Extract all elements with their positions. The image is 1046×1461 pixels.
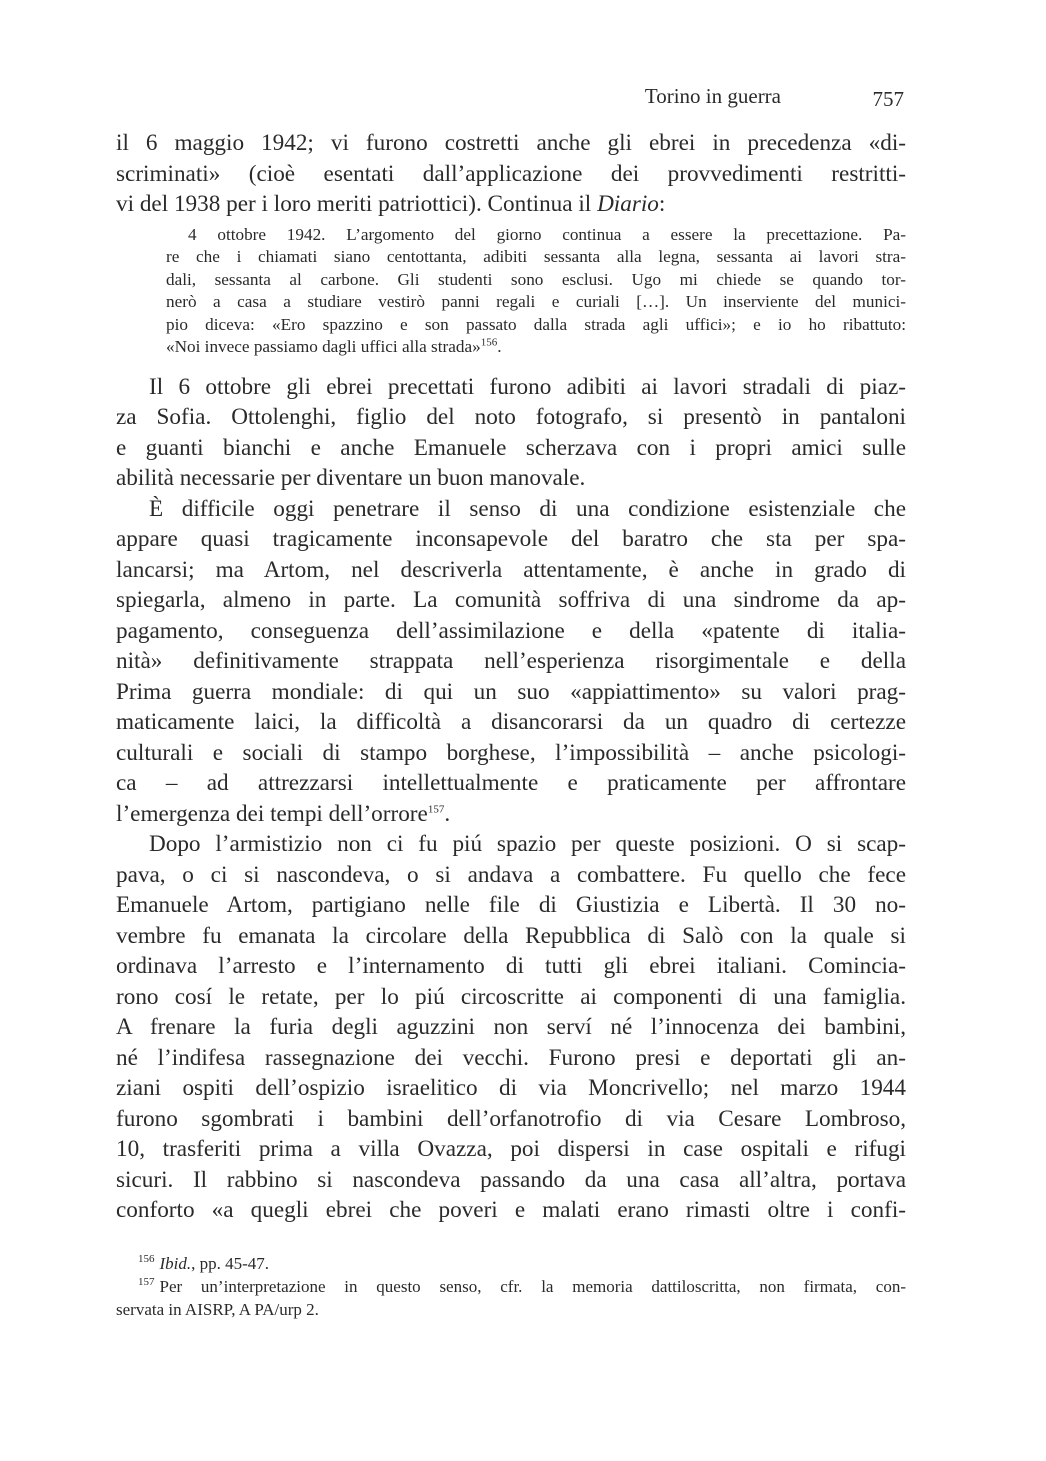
footnote-157-continued: servata in AISRP, A PA/urp 2.	[116, 1300, 319, 1319]
footnote-156	[116, 1252, 906, 1275]
text-line: rono cosí le retate, per lo piú circoscritte ai componenti di una famiglia.	[116, 983, 906, 1010]
text-line: né l’indifesa rassegnazione dei vecchi. Furono presi e deportati gli an-	[116, 1044, 906, 1071]
footnote-ibid: Ibid.	[159, 1254, 192, 1273]
text-line: È difficile oggi penetrare il senso di una condizione esistenziale che	[149, 495, 906, 522]
text-line: pava, o ci si nascondeva, o si andava a combattere. Fu quello che fece	[116, 861, 906, 888]
text-run: l’emergenza dei tempi dell’orrore	[116, 800, 428, 827]
footnote-text: , pp. 45-47.	[191, 1254, 270, 1273]
text-line: 10, trasferiti prima a villa Ovazza, poi dispersi in case ospitali e rifugi	[116, 1136, 906, 1162]
text-line: vembre fu emanata la circolare della Repubblica di Salò con la quale si	[116, 922, 906, 949]
text-run: vi del 1938 per i loro meriti patriottici). Continua il	[116, 191, 598, 217]
footnotes	[116, 1252, 906, 1321]
quote-line: dali, sessanta al carbone. Gli studenti sono esclusi. Ugo mi chiede se quando tor-	[166, 269, 906, 289]
text-line: Il 6 ottobre gli ebrei precettati furono adibiti ai lavori stradali di piaz-	[149, 373, 906, 400]
text-line: lancarsi; ma Artom, nel descriverla attentamente, è anche in grado di	[116, 556, 906, 583]
running-head	[116, 84, 906, 114]
diary-quote	[166, 224, 906, 359]
running-title: Torino in guerra	[644, 84, 781, 108]
text-line: maticamente laici, la difficoltà a disancorarsi da un quadro di certezze	[116, 709, 906, 735]
text-line: ca – ad attrezzarsi intellettualmente e praticamente per affrontare	[116, 770, 906, 796]
paragraph-1	[116, 372, 906, 494]
text-run: :	[658, 191, 666, 217]
text-line: appare quasi tragicamente inconsapevole del baratro che sta per spa-	[116, 526, 906, 552]
text-run: «Noi invece passiamo dagli uffici alla strada»	[166, 337, 481, 356]
text-run: .	[497, 337, 502, 356]
page-number: 757	[872, 87, 904, 111]
footnote-ref-156[interactable]: 156	[480, 336, 498, 349]
text-line: ordinava l’arresto e l’internamento di tutti gli ebrei italiani. Comincia-	[116, 953, 906, 979]
text-line: za Sofia. Ottolenghi, figlio del noto fotografo, si presentò in pantaloni	[116, 404, 906, 430]
text-line: sicuri. Il rabbino si nascondeva passando da una casa all’altra, portava	[116, 1166, 906, 1193]
diario-title: Diario	[597, 191, 659, 217]
quote-line: pio diceva: «Ero spazzino e son passato dalla strada agli uffici»; e io ho ribattuto:	[166, 314, 906, 334]
text-line: abilità necessarie per diventare un buon manovale.	[116, 465, 586, 491]
text-line: e guanti bianchi e anche Emanuele scherzava con i propri amici sulle	[116, 434, 906, 461]
quote-line: nerò a casa a studiare vestirò panni regali e curiali […]. Un inserviente del munici-	[166, 292, 906, 311]
text-line: Emanuele Artom, partigiano nelle file di Giustizia e Libertà. Il 30 no-	[116, 892, 906, 918]
paragraph-3	[116, 829, 906, 1226]
footnote-number: 156	[138, 1253, 155, 1266]
body-text	[116, 128, 906, 1226]
quote-line	[166, 336, 906, 359]
intro-paragraph	[116, 128, 906, 220]
text-line: furono sgombrati i bambini dell’orfanotrofio di via Cesare Lombroso,	[116, 1105, 906, 1132]
text-line: spiegarla, almeno in parte. La comunità soffriva di una sindrome da ap-	[116, 587, 906, 613]
quote-line: re che i chiamati siano centottanta, adibiti sessanta alla legna, sessanta ai lavori stra-	[166, 247, 906, 266]
footnote-ref-157[interactable]: 157	[427, 802, 445, 815]
footnote-text: Per un’interpretazione in questo senso, cfr. la memoria dattiloscritta, non firmata, con-	[159, 1277, 906, 1296]
spacer	[116, 359, 906, 372]
text-line: scriminati» (cioè esentati dall’applicazione dei provvedimenti restritti-	[116, 160, 906, 187]
text-line	[116, 189, 906, 220]
text-line: A frenare la furia degli aguzzini non serví né l’innocenza dei bambini,	[116, 1014, 906, 1040]
text-run: .	[444, 800, 451, 827]
text-line: Dopo l’armistizio non ci fu piú spazio per queste posizioni. O si scap-	[149, 831, 906, 857]
footnote-number: 157	[138, 1276, 155, 1289]
text-line	[116, 799, 906, 830]
paragraph-2	[116, 494, 906, 830]
text-line: conforto «a quegli ebrei che poveri e malati erano rimasti oltre i confi-	[116, 1197, 906, 1223]
text-line: pagamento, conseguenza dell’assimilazione e della «patente di italia-	[116, 617, 906, 644]
footnote-157	[116, 1275, 906, 1298]
text-line: nità» definitivamente strappata nell’esperienza risorgimentale e della	[116, 648, 906, 674]
text-line: ziani ospiti dell’ospizio israelitico di via Moncrivello; nel marzo 1944	[116, 1075, 906, 1101]
text-line: Prima guerra mondiale: di qui un suo «appiattimento» su valori prag-	[116, 678, 906, 705]
text-line: culturali e sociali di stampo borghese, l’impossibilità – anche psicologi-	[116, 739, 906, 766]
text-line: il 6 maggio 1942; vi furono costretti anche gli ebrei in precedenza «di-	[116, 130, 906, 156]
quote-line: 4 ottobre 1942. L’argomento del giorno continua a essere la precettazione. Pa-	[188, 224, 906, 244]
